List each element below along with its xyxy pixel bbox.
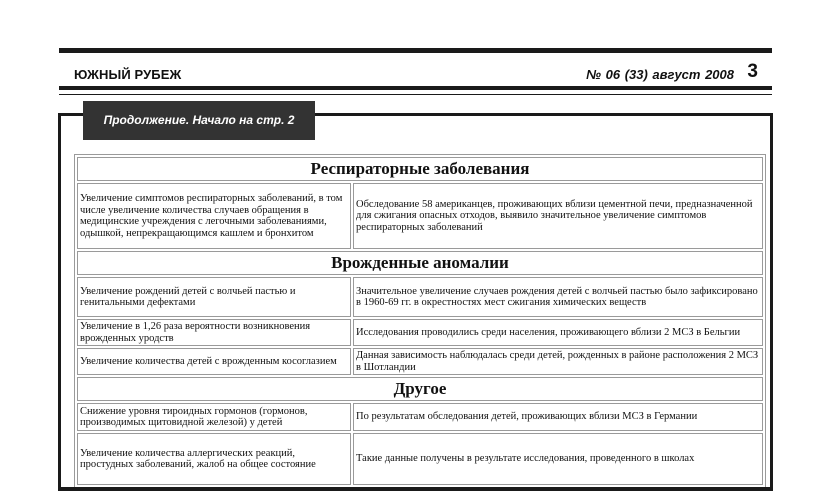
header-bottom-rule [59, 86, 772, 90]
section-title: Врожденные аномалии [77, 251, 763, 275]
section-header-row [77, 377, 763, 401]
continued-label: Продолжение. Начало на стр. 2 [83, 101, 315, 140]
table-row [77, 277, 763, 317]
table-row [77, 348, 763, 375]
frame-bottom-rule [58, 487, 773, 490]
evidence-cell: Значительное увеличение случаев рождения детей с волчьей пастью было зафиксировано в 1960-69 гг. в окрестностях мест сжигания химических веществ [353, 277, 763, 317]
header-thin-rule [59, 94, 772, 95]
header-top-rule [59, 48, 772, 53]
effect-cell: Увеличение количества детей с врожденным косоглазием [77, 348, 351, 375]
table-row [77, 183, 763, 249]
article-frame [58, 113, 773, 491]
evidence-cell: Исследования проводились среди населения, проживающего вблизи 2 МСЗ в Бельгии [353, 319, 763, 346]
section-title: Респираторные заболевания [77, 157, 763, 181]
page-number: 3 [747, 61, 758, 82]
section-header-row [77, 157, 763, 181]
table-row [77, 433, 763, 485]
effect-cell: Увеличение симптомов респираторных заболеваний, в том числе увеличение количества случаев обращения в медицинские учреждения с легочными заболеваниями, одышкой, непрекращающимся кашлем и бронхитом [77, 183, 351, 249]
publication-name: ЮЖНЫЙ РУБЕЖ [74, 67, 182, 82]
table-row [77, 319, 763, 346]
page-header [74, 61, 764, 85]
evidence-cell: Обследование 58 американцев, проживающих вблизи цементной печи, предназначенной для сжигания опасных отходов, выявило значительное увеличение симптомов респираторных заболеваний [353, 183, 763, 249]
section-title: Другое [77, 377, 763, 401]
evidence-cell: Такие данные получены в результате исследования, проведенного в школах [353, 433, 763, 485]
evidence-cell: По результатам обследования детей, проживающих вблизи МСЗ в Германии [353, 403, 763, 431]
health-effects-table [74, 154, 766, 488]
table-row [77, 403, 763, 431]
effect-cell: Снижение уровня тироидных гормонов (гормонов, производимых щитовидной железой) у детей [77, 403, 351, 431]
section-header-row [77, 251, 763, 275]
table-container [74, 154, 760, 488]
issue-info: № 06 (33) август 2008 [586, 67, 734, 82]
effect-cell: Увеличение рождений детей с волчьей пастью и генитальными дефектами [77, 277, 351, 317]
effect-cell: Увеличение количества аллергических реакций, простудных заболеваний, жалоб на общее состояние [77, 433, 351, 485]
effect-cell: Увеличение в 1,26 раза вероятности возникновения врожденных уродств [77, 319, 351, 346]
evidence-cell: Данная зависимость наблюдалась среди детей, рожденных в районе расположения 2 МСЗ в Шотландии [353, 348, 763, 375]
